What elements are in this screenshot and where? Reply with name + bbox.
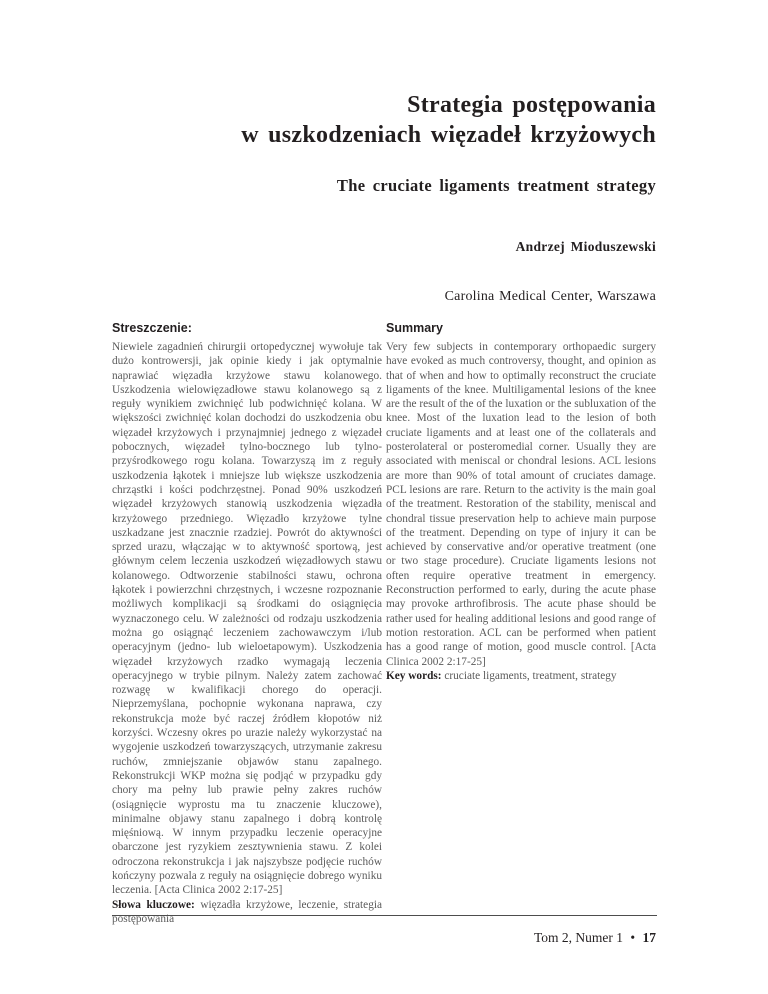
bullet-separator: •	[630, 930, 636, 945]
author-affiliation: Carolina Medical Center, Warszawa	[444, 289, 656, 304]
title-line-1: Strategia postępowania	[407, 92, 656, 118]
polish-abstract-heading: Streszczenie:	[112, 321, 192, 335]
article-title	[241, 90, 656, 150]
english-abstract	[386, 320, 656, 683]
article-subtitle: The cruciate ligaments treatment strategy	[336, 176, 656, 195]
journal-issue: Tom 2, Numer 1	[533, 930, 624, 945]
english-abstract-body: Very few subjects in contemporary orthopaedic surgery have evoked as much controversy, thought, and opinion as that of when and how to optimally reconstruct the cruciate ligaments of the knee. Multiligamental lesions of the knee are the result of the of the luxation or the subluxation of the knee. Most of the luxation lead to the lesion of both cruciate ligaments and at least one of the collaterals and posterolateral or posteromedial corner. Usually they are associated with meniscal or chondral lesions. ACL lesions are more than 90% of total amount of cruciates damage. PCL lesions are rare. Return to the activity is the main goal of the treatment. Restoration of the stability, meniscal and chondral tissue preservation help to achieve main purpose of the treatment. Depending on type of injury it can be achieved by conservative and/or operative treatment (one or two stage procedure). Cruciate ligaments lesions not often require operative treatment in emergency. Reconstruction performed to early, during the acute phase may provoke arthrofibrosis. The acute phase should be rather used for healing additional lesions and good range of motion restoration. ACL can be performed when patient has a good range of motion, good muscle control. [Acta Clinica 2002 2:17-25]	[386, 341, 656, 668]
author-name: Andrzej Mioduszewski	[515, 239, 656, 254]
page-footer	[534, 930, 656, 946]
english-abstract-heading: Summary	[386, 321, 443, 335]
page-number: 17	[642, 930, 656, 945]
footer-divider	[112, 915, 657, 916]
title-line-2: w uszkodzeniach więzadeł krzyżowych	[241, 122, 656, 148]
polish-keywords-label: Słowa kluczowe:	[112, 898, 195, 911]
english-keywords	[386, 669, 656, 683]
english-keywords-label: Key words:	[386, 669, 442, 682]
polish-keywords	[112, 898, 382, 927]
english-keywords-text: cruciate ligaments, treatment, strategy	[444, 669, 617, 682]
polish-abstract	[112, 320, 382, 926]
polish-keywords-text: więzadła krzyżowe, leczenie, strategia postępowania	[112, 898, 382, 925]
polish-abstract-body: Niewiele zagadnień chirurgii ortopedycznej wywołuje tak dużo kontrowersji, jak opinie kiedy i jak optymalnie naprawiać więzadła krzyżowe stawu kolanowego. Uszkodzenia wielowięzadłowe stawu kolanowego są z reguły wynikiem zwichnięć lub podwichnięć kolana. W większości zwichnięć kolan dochodzi do uszkodzenia obu więzadeł krzyżowych i przynajmniej jednego z więzadeł pobocznych, więzadeł tylno-bocznego lub tylno-przyśrodkowego rogu kolana. Towarzyszą im z reguły uszkodzenia łąkotek i mniejsze lub większe uszkodzenia chrząstki i kości podchrzęstnej. Ponad 90% uszkodzeń więzadeł krzyżowych stanowią uszkodzenia więzadła krzyżowego przedniego. Więzadło krzyżowe tylne uszkadzane jest znacznie rzadziej. Powrót do aktywności sprzed urazu, włączając w to aktywność sportową, jest głównym celem leczenia uszkodzeń więzadłowych stawu kolanowego. Odtworzenie stabilności stawu, ochrona łąkotek i powierzchni chrzęstnych, i wczesne rozpoznanie możliwych komplikacji są środkami do osiągnięcia wyznaczonego celu. W zależności od rodzaju uszkodzenia można go osiągnąć leczeniem zachowawczym i/lub operacyjnym (jedno- lub wieloetapowym). Uszkodzenia więzadeł krzyżowych rzadko wymagają leczenia operacyjnego w trybie pilnym. Należy zatem zachować rozwagę w kwalifikacji chorego do operacji. Nieprzemyślana, pochopnie wykonana naprawa, czy rekonstrukcja może być raczej źródłem kłopotów niż korzyści. Wczesny okres po urazie należy wykorzystać na wygojenie uszkodzeń towarzyszących, utrzymanie zakresu ruchów, zmniejszanie objawów stanu zapalnego. Rekonstrukcji WKP można się podjąć w przypadku gdy chory ma pełny lub prawie pełny zakres ruchów (osiągnięcie wyprostu ma tu znaczenie kluczowe), minimalne objawy stanu zapalnego i dobrą kontrolę mięśniową. W innym przypadku leczenie operacyjne obarczone jest ryzykiem zesztywnienia stawu. Z kolei odroczona rekonstrukcja i jak najszybsze podjęcie ruchów kończyny pozwala z reguły na osiągnięcie dobrego wyniku leczenia. [Acta Clinica 2002 2:17-25]	[112, 341, 382, 897]
